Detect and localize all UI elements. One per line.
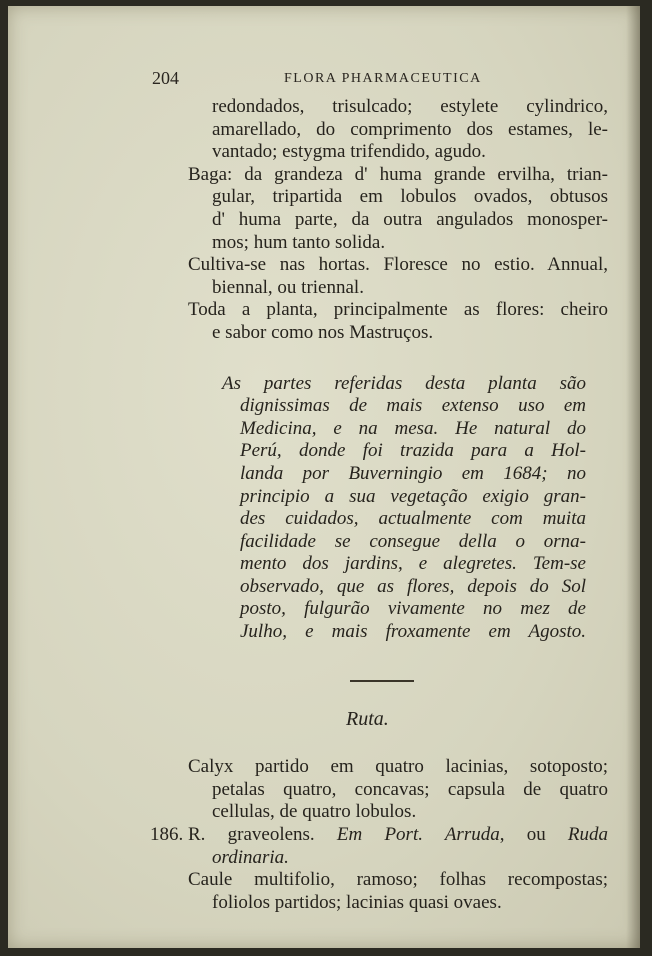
common-name-alt: Ruda — [567, 824, 609, 846]
entry-number: 186. — [150, 824, 184, 846]
note-line: posto, fulgurão vivamente no mez de — [240, 598, 586, 620]
note-line: As partes referidas desta planta são — [222, 372, 586, 394]
entry-connector: , ou — [499, 824, 546, 846]
text-line: Baga: da grandeza d' huma grande ervilha, trian- — [188, 163, 608, 185]
text-line: biennal, ou triennal. — [212, 276, 364, 298]
note-line: des cuidados, actualmente com muita — [240, 508, 586, 530]
section-divider — [350, 680, 414, 682]
text-line: amarellado, do comprimento dos estames, le- — [212, 118, 608, 140]
text-line: redondados, trisulcado; estylete cylindrico, — [212, 96, 608, 117]
paragraph-toda — [188, 299, 608, 344]
species-entry — [150, 824, 609, 869]
note-line: mento dos jardins, e alegretes. Tem-se — [240, 553, 586, 575]
running-title: FLORA PHARMACEUTICA — [284, 71, 482, 86]
text-line: gular, tripartida em lobulos ovados, obtusos — [212, 186, 608, 208]
entry-line — [188, 824, 608, 847]
note-line: Medicina, e na mesa. He natural do — [240, 417, 586, 439]
note-line: dignissimas de mais extenso uso em — [240, 395, 586, 417]
paragraph-baga — [188, 164, 608, 254]
page-header — [152, 68, 532, 92]
text-line: foliolos partidos; lacinias quasi ovaes. — [212, 891, 502, 913]
text-line: e sabor como nos Mastruços. — [212, 321, 434, 343]
italic-note — [222, 372, 586, 644]
text-line: cellulas, de quatro lobulos. — [212, 801, 417, 823]
note-line: observado, que as flores, depois do Sol — [240, 575, 586, 597]
paragraph-calyx — [188, 756, 608, 824]
page-number: 204 — [152, 68, 179, 88]
note-line: landa por Buverningio em 1684; no — [240, 462, 586, 484]
text-line: Calyx partido em quatro lacinias, sotoposto; — [188, 756, 608, 778]
entry-line: ordinaria. — [212, 846, 289, 868]
common-name: Em Port. Arruda — [336, 824, 500, 846]
note-line: principio a sua vegetação exigio gran- — [240, 485, 586, 507]
paragraph-caule — [188, 869, 608, 914]
text-line: d' huma parte, da outra angulados monosper- — [212, 208, 608, 230]
section-title: Ruta. — [346, 707, 389, 730]
text-line: Cultiva-se nas hortas. Floresce no estio. Annual, — [188, 254, 608, 276]
note-line: Julho, e mais froxamente em Agosto. — [240, 621, 586, 643]
note-line: facilidade se consegue della o orna- — [240, 530, 586, 552]
note-line: Perú, donde foi trazida para a Hol- — [240, 440, 586, 462]
species-name: R. graveolens. — [188, 824, 315, 846]
paragraph-cultiva — [188, 254, 608, 299]
book-page — [8, 6, 640, 948]
page-content — [150, 96, 609, 914]
text-line: petalas quatro, concavas; capsula de quatro — [212, 778, 608, 800]
page-spine-shadow — [626, 6, 640, 948]
text-line: Toda a planta, principalmente as flores: cheiro — [188, 299, 608, 321]
text-line: mos; hum tanto solida. — [212, 231, 386, 253]
text-line: Caule multifolio, ramoso; folhas recompostas; — [188, 869, 608, 891]
text-line: vantado; estygma trifendido, agudo. — [212, 141, 486, 163]
paragraph-stylete — [188, 96, 608, 164]
